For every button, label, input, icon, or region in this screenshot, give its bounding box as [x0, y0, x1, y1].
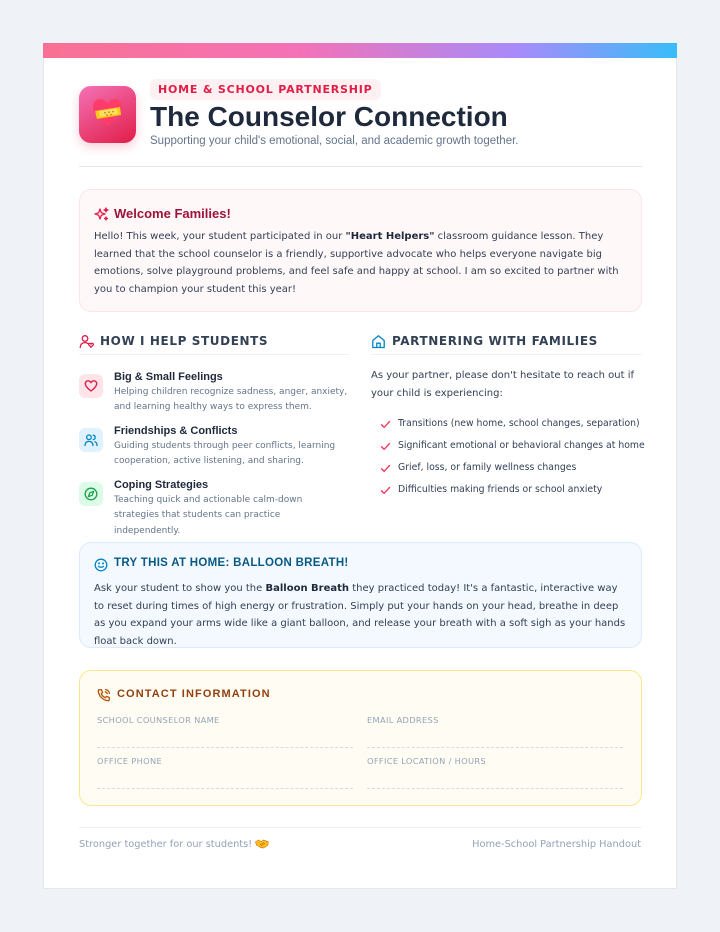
handout-page: HOME & SCHOOL PARTNERSHIP The Counselor Connection Supporting your child's emotional, social, and academic growth together. Welcome Families! Hello! This week, your student participated in our "Heart Helpers" classroom guidance lesson. They learned that the school counselor is a friendly, supportive advocate who helps everyone navigate big emotions, solve playground problems, and feel safe and happy at school. I am so excited to partner with you to champion your student this year! HOW I HELP STUDENTS Big & Small Feelings Helping children recognize sadness, anger, anxiety, and learning healthy ways to express them. Friendships & Conflicts Guiding students through peer conflicts, learning cooperation, active listening, and sharing. Coping Strategies Teaching quick and actionable calm-down strategies that students can practice independently. PARTNERING WITH FAMILIES As your partner, please don't hesitate to reach out if your child is experiencing: Transitions (new home, school changes, separation) Significant emotional or behavioral changes at home Grief, loss, or family wellness changes Difficulties making friends or school anxiety TRY THIS AT HOME: BALLOON BREATH! Ask your student to show you the Balloon Breath they practiced today! It's a fantastic, interactive way to reset during times of high energy or frustration. Simply put your hands on your head, breathe in deep as you expand your arms wide like a giant balloon, and release your breath with a soft sigh as your hands float back down. CONTACT INFORMATION SCHOOL COUNSELOR NAME EMAIL ADDRESS OFFICE PHONE OFFICE LOCATION / HOURS Stronger together for our students! Home-School Partnership Handout: [43, 43, 677, 889]
balloon-breath-tip-card: [79, 542, 642, 648]
write-in-line: [367, 788, 623, 789]
heart-icon: [79, 374, 103, 398]
gradient-top-bar: [43, 43, 677, 58]
user-heart-icon: [79, 334, 94, 353]
office-location-hours-field[interactable]: OFFICE LOCATION / HOURS: [367, 756, 623, 788]
counselor-name-field[interactable]: SCHOOL COUNSELOR NAME: [97, 715, 353, 747]
write-in-line: [367, 747, 623, 748]
welcome-text: Hello! This week, your student participated in our "Heart Helpers" classroom guidance lesson. They learned that the school counselor is a friendly, supportive advocate who helps everyone navigate big emotions, solve playground problems, and feel safe and happy at school. I am so excited to partner with you to champion your student this year!: [94, 231, 619, 295]
check-icon: [380, 419, 391, 430]
handshake-icon: [255, 839, 269, 849]
welcome-card: [79, 189, 642, 312]
check-icon: [380, 463, 391, 474]
page-subtitle: Supporting your child's emotional, social, and academic growth together.: [150, 135, 519, 147]
header-kicker: HOME & SCHOOL PARTNERSHIP: [150, 79, 381, 100]
tip-title: TRY THIS AT HOME: BALLOON BREATH!: [114, 557, 349, 569]
header-divider: [79, 166, 642, 167]
heart-with-bandage-icon: [79, 86, 136, 143]
partner-heading-rule: [371, 354, 642, 355]
email-address-field[interactable]: EMAIL ADDRESS: [367, 715, 623, 747]
footer-tagline: Stronger together for our students!: [79, 839, 269, 850]
office-phone-field[interactable]: OFFICE PHONE: [97, 756, 353, 788]
tip-text: Ask your student to show you the Balloon Breath they practiced today! It's a fantastic, interactive way to reset during times of high energy or frustration. Simply put your hands on your head, breathe in deep as you expand your arms wide like a giant balloon, and release your breath with a soft sigh as your hands float back down.: [94, 583, 626, 647]
home-icon: [371, 334, 386, 353]
write-in-line: [97, 747, 353, 748]
page-title: The Counselor Connection: [150, 101, 508, 132]
footer-handout-label: Home-School Partnership Handout: [472, 839, 641, 850]
welcome-highlight: "Heart Helpers": [345, 231, 435, 242]
smile-icon: [94, 557, 108, 576]
phone-call-icon: [97, 687, 111, 706]
write-in-line: [97, 788, 353, 789]
partner-intro: As your partner, please don't hesitate to reach out if your child is experiencing:: [371, 370, 634, 399]
help-heading-rule: [79, 354, 349, 355]
users-icon: [79, 428, 103, 452]
contact-card: [79, 670, 642, 806]
check-icon: [380, 485, 391, 496]
footer-divider: [79, 827, 642, 828]
contact-title: CONTACT INFORMATION: [117, 688, 271, 700]
welcome-title: Welcome Families!: [114, 206, 231, 221]
sparkles-icon: [94, 207, 109, 226]
check-icon: [380, 441, 391, 452]
compass-icon: [79, 482, 103, 506]
tip-highlight: Balloon Breath: [265, 583, 350, 594]
